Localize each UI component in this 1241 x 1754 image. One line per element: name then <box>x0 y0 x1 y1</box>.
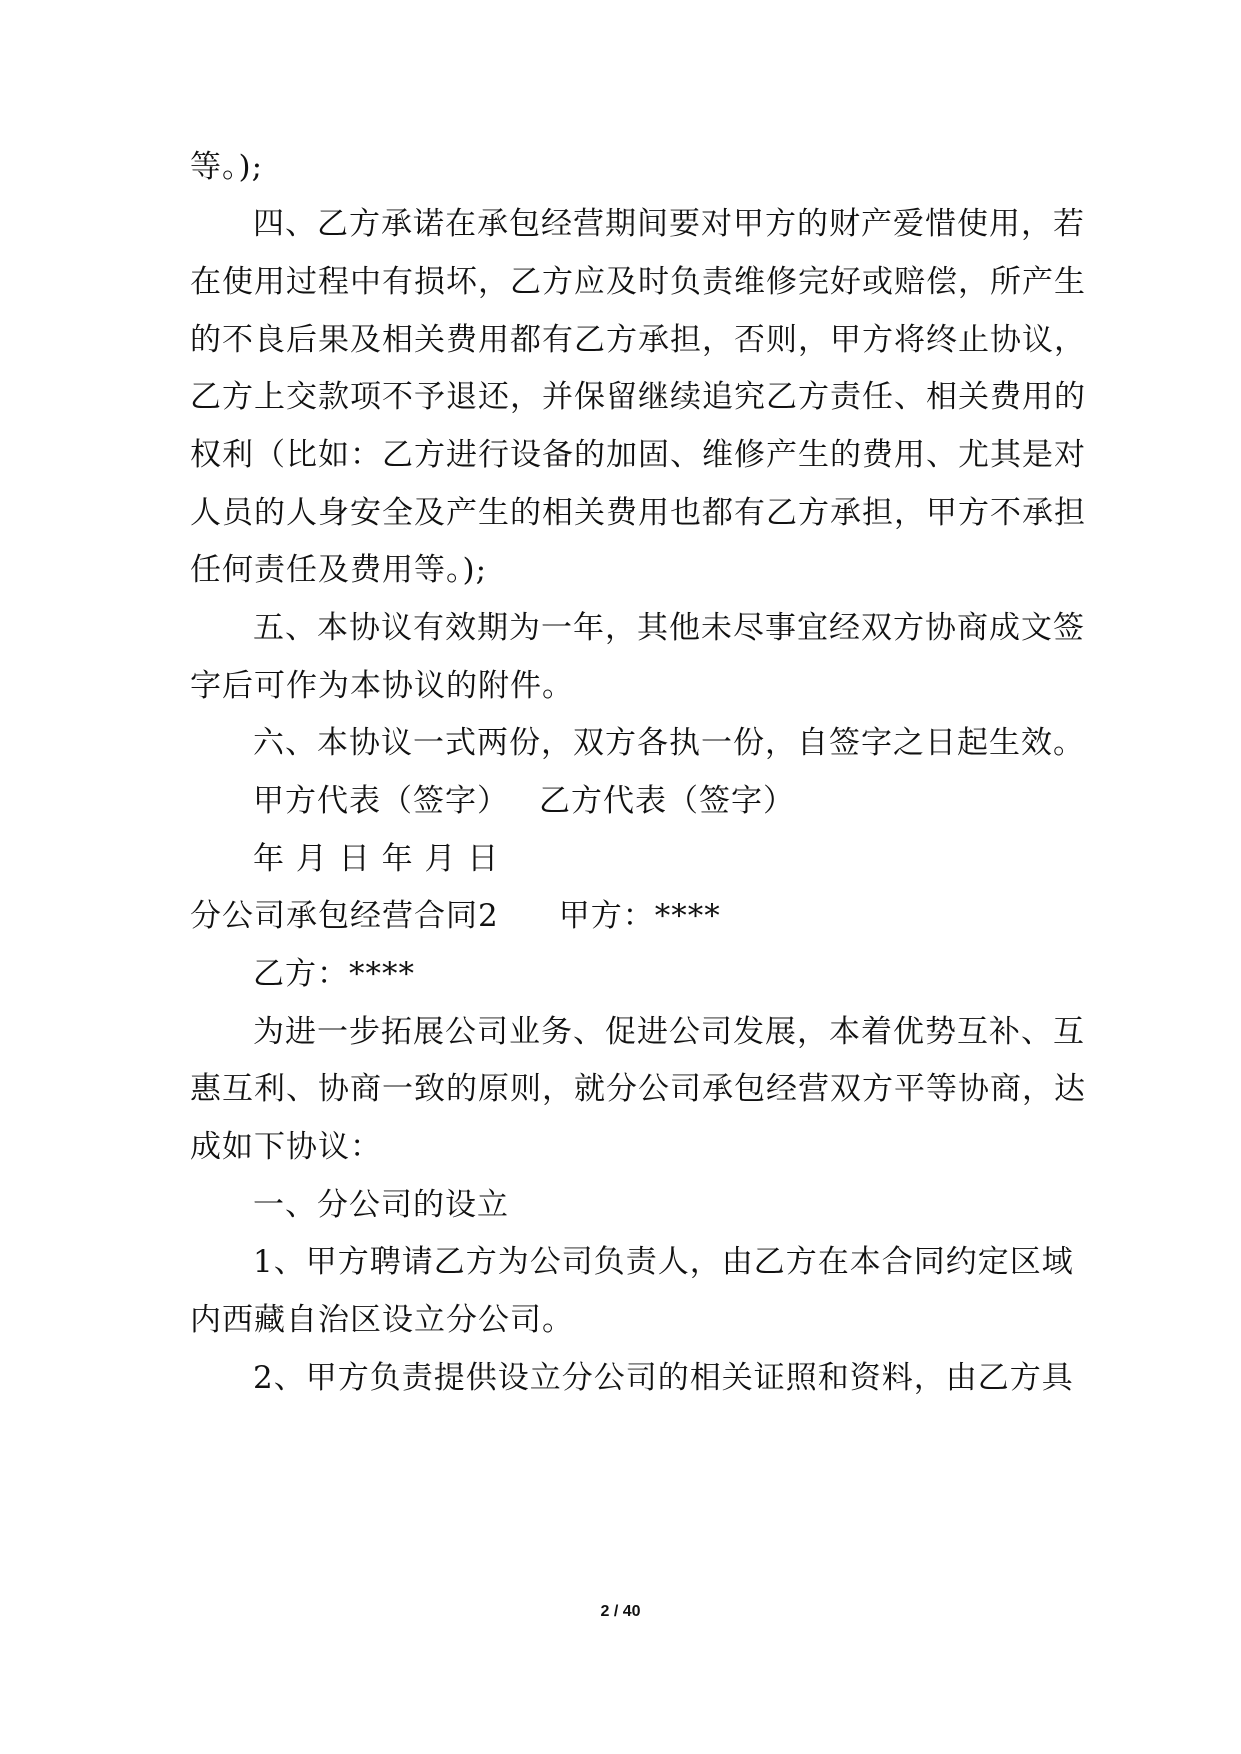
date-month-label: 月 <box>424 841 457 877</box>
paragraph-line: 内西藏自治区设立分公司。 <box>190 1302 574 1338</box>
paragraph-line: 人员的人身安全及产生的相关费用也都有乙方承担，甲方不承担 <box>190 495 1086 531</box>
paragraph-line: 2、甲方负责提供设立分公司的相关证照和资料，由乙方具 <box>253 1360 1074 1396</box>
paragraph-line: 等。); <box>190 149 264 185</box>
paragraph-line: 惠互利、协商一致的原则，就分公司承包经营双方平等协商，达 <box>190 1071 1086 1107</box>
paragraph-line: 成如下协议： <box>190 1129 382 1165</box>
party-b-signature-label: 乙方代表（签字） <box>539 783 795 819</box>
paragraph-line: 六、本协议一式两份，双方各执一份，自签字之日起生效。 <box>253 725 1085 761</box>
signature-line <box>253 781 795 821</box>
paragraph-line: 四、乙方承诺在承包经营期间要对甲方的财产爱惜使用，若 <box>253 206 1085 242</box>
date-line <box>253 839 499 879</box>
party-a-signature-label: 甲方代表（签字） <box>253 783 509 819</box>
contract-title: 分公司承包经营合同2 <box>190 898 499 934</box>
paragraph-line: 的不良后果及相关费用都有乙方承担，否则，甲方将终止协议， <box>190 322 1086 358</box>
page-number: 2 / 40 <box>600 1603 641 1620</box>
paragraph-line: 五、本协议有效期为一年，其他未尽事宜经双方协商成文签 <box>253 610 1085 646</box>
paragraph-line: 1、甲方聘请乙方为公司负责人，由乙方在本合同约定区域 <box>253 1244 1074 1280</box>
contract-title-line <box>190 896 721 936</box>
paragraph-line: 在使用过程中有损坏，乙方应及时负责维修完好或赔偿，所产生 <box>190 264 1086 300</box>
date-year-label: 年 <box>253 841 285 877</box>
paragraph-line: 字后可作为本协议的附件。 <box>190 668 574 704</box>
date-year-label: 年 <box>381 841 414 877</box>
date-day-label: 日 <box>338 841 371 877</box>
date-month-label: 月 <box>295 841 328 877</box>
party-b-label: 乙方：**** <box>253 956 415 992</box>
date-day-label: 日 <box>467 841 500 877</box>
paragraph-line: 权利（比如：乙方进行设备的加固、维修产生的费用、尤其是对 <box>190 437 1086 473</box>
paragraph-line: 为进一步拓展公司业务、促进公司发展，本着优势互补、互 <box>253 1014 1085 1050</box>
section-heading: 一、分公司的设立 <box>253 1187 509 1223</box>
paragraph-line: 任何责任及费用等。); <box>190 552 488 588</box>
paragraph-line: 乙方上交款项不予退还，并保留继续追究乙方责任、相关费用的 <box>190 379 1086 415</box>
party-a-label: 甲方：**** <box>558 898 721 934</box>
